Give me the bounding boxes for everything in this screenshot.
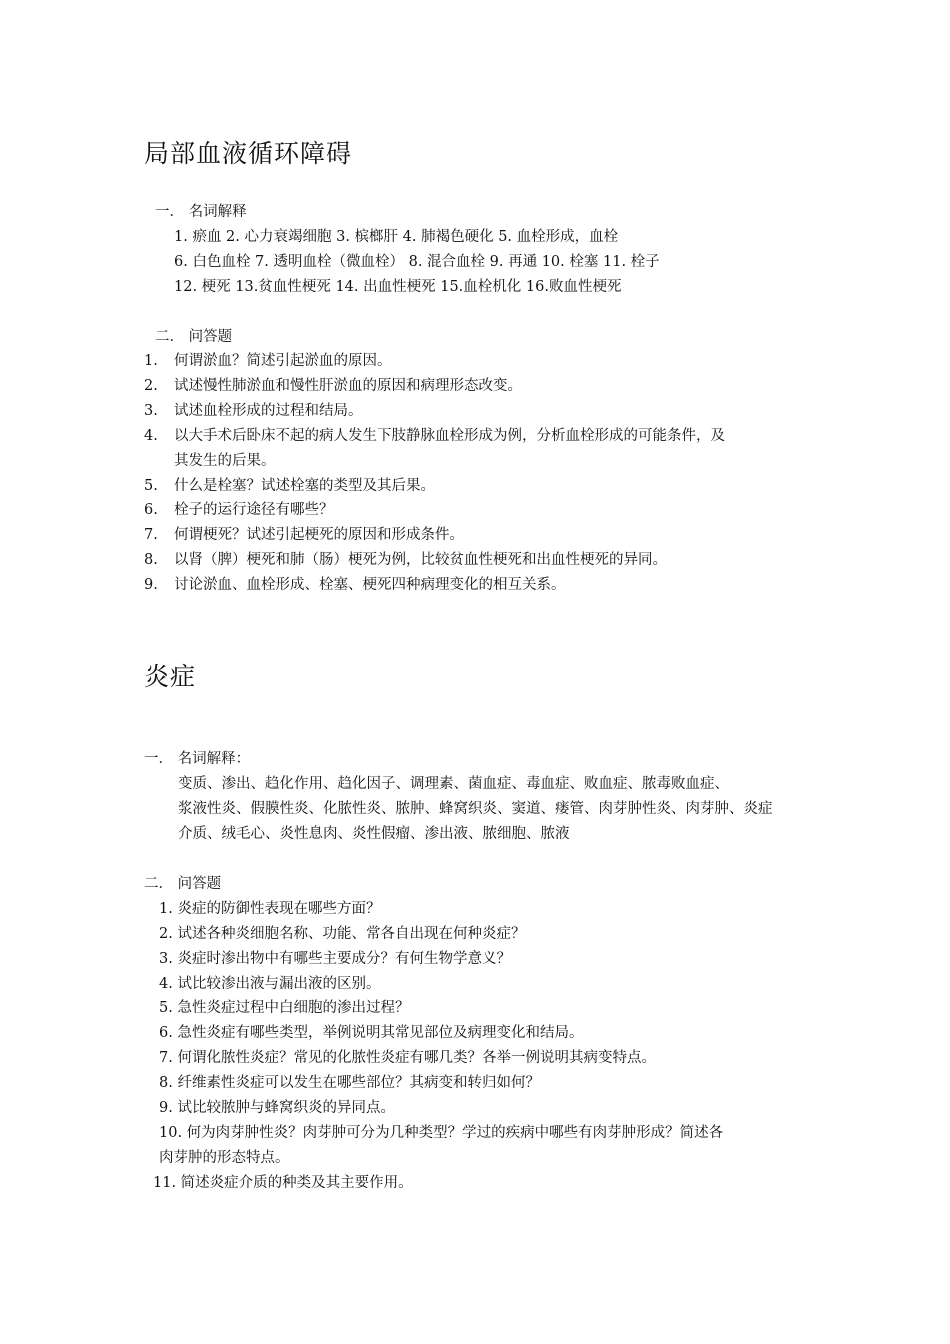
question-text: 什么是栓塞？试述栓塞的类型及其后果。 [174,478,435,494]
question-text: 何谓淤血？简述引起淤血的原因。 [174,353,392,369]
section2-terms-line: 介质、绒毛心、炎性息肉、炎性假瘤、渗出液、脓细胞、脓液 [178,826,570,842]
question-number: 9. [144,577,158,593]
section1-part2-heading: 二． 问答题 [155,329,233,345]
question-item: 8. 纤维素性炎症可以发生在哪些部位？其病变和转归如何？ [159,1075,540,1091]
question-number: 3. [144,403,158,419]
question-number: 2. [144,378,158,394]
section1-terms-line: 6. 白色血栓 7. 透明血栓（微血栓） 8. 混合血栓 9. 再通 10. 栓塞 11. 栓子 [174,254,660,270]
section2-part1-heading: 一． 名词解释： [144,751,251,767]
question-item: 11. 简述炎症介质的种类及其主要作用。 [153,1175,413,1191]
question-item-continued: 肉芽肿的形态特点。 [159,1150,290,1166]
question-text: 试述慢性肺淤血和慢性肝淤血的原因和病理形态改变。 [174,378,522,394]
question-item: 3. 炎症时渗出物中有哪些主要成分？有何生物学意义？ [159,951,511,967]
question-number: 4. [144,428,158,444]
question-number: 8. [144,552,158,568]
question-text: 栓子的运行途径有哪些？ [174,502,334,518]
question-item: 2. 试述各种炎细胞名称、功能、常各自出现在何种炎症？ [159,926,526,942]
question-text-continued: 其发生的后果。 [174,453,276,469]
section1-title: 局部血液循环障碍 [144,139,353,168]
section2-terms-line: 浆液性炎、假膜性炎、化脓性炎、脓肿、蜂窝织炎、窦道、瘘管、肉芽肿性炎、肉芽肿、炎症 [178,801,773,817]
question-item: 5. 急性炎症过程中白细胞的渗出过程？ [159,1000,410,1016]
question-number: 6. [144,502,158,518]
section1-part1-heading: 一． 名词解释 [155,204,247,220]
question-text: 何谓梗死？试述引起梗死的原因和形成条件。 [174,527,464,543]
question-item: 1. 炎症的防御性表现在哪些方面？ [159,901,381,917]
question-text: 以大手术后卧床不起的病人发生下肢静脉血栓形成为例，分析血栓形成的可能条件，及 [174,428,725,444]
question-number: 5. [144,478,158,494]
section1-terms-line: 12. 梗死 13.贫血性梗死 14. 出血性梗死 15.血栓机化 16.败血性梗死 [174,279,622,295]
section2-terms-line: 变质、渗出、趋化作用、趋化因子、调理素、菌血症、毒血症、败血症、脓毒败血症、 [178,776,729,792]
question-item: 9. 试比较脓肿与蜂窝织炎的异同点。 [159,1100,395,1116]
question-item: 10. 何为肉芽肿性炎？肉芽肿可分为几种类型？学过的疾病中哪些有肉芽肿形成？简述各 [159,1125,724,1141]
section2-part2-heading: 二． 问答题 [144,876,222,892]
question-number: 7. [144,527,158,543]
question-item: 6. 急性炎症有哪些类型，举例说明其常见部位及病理变化和结局。 [159,1025,584,1041]
question-text: 以肾（脾）梗死和肺（肠）梗死为例，比较贫血性梗死和出血性梗死的异同。 [174,552,667,568]
section1-terms-line: 1. 瘀血 2. 心力衰竭细胞 3. 槟榔肝 4. 肺褐色硬化 5. 血栓形成，血栓 [174,229,619,245]
question-item: 7. 何谓化脓性炎症？常见的化脓性炎症有哪几类？各举一例说明其病变特点。 [159,1050,656,1066]
section2-title: 炎症 [144,662,197,691]
question-text: 讨论淤血、血栓形成、栓塞、梗死四种病理变化的相互关系。 [174,577,566,593]
question-text: 试述血栓形成的过程和结局。 [174,403,363,419]
question-number: 1. [144,353,158,369]
question-item: 4. 试比较渗出液与漏出液的区别。 [159,976,381,992]
